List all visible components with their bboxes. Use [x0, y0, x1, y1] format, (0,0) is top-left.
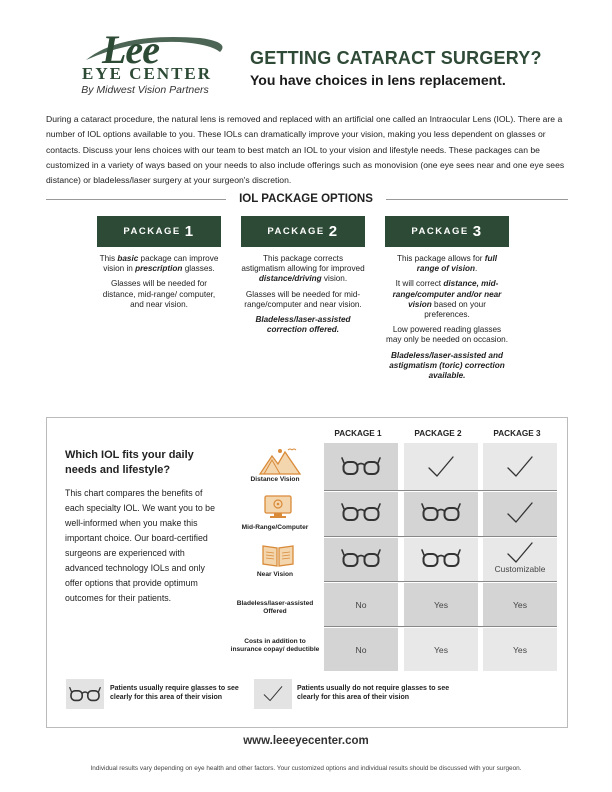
section-title: IOL PACKAGE OPTIONS — [0, 193, 612, 205]
row-label-near: Near Vision — [256, 571, 294, 578]
page-title: GETTING CATARACT SURGERY? — [250, 48, 542, 68]
legend-glasses-swatch — [66, 679, 104, 709]
footer-disclaimer: Individual results vary depending on eye health and other factors. Your customized options and individual results should be discussed with your surgeon. — [90, 765, 522, 772]
glasses-icon — [69, 685, 101, 703]
glasses-icon — [421, 501, 461, 523]
chart-heading: Which IOL fits your daily needs and lifestyle? — [65, 449, 194, 476]
glasses-icon — [341, 501, 381, 523]
check-icon — [505, 541, 535, 565]
book-icon — [261, 542, 295, 568]
legend-check-text: Patients usually do not require glasses to see clearly for this area of their vision — [297, 685, 450, 701]
legend-glasses-text: Patients usually require glasses to see clearly for this area of their vision — [110, 685, 239, 701]
row-label-distance: Distance Vision — [250, 476, 300, 483]
lee-eye-center-logo — [60, 22, 230, 102]
package-1-description: This basic package can improve vision in prescription glasses. Glasses will be needed for distance, mid-range/ computer, and near vision. — [99, 254, 219, 309]
col-header-package-2: PACKAGE 2 — [414, 429, 462, 438]
mountain-icon — [258, 446, 302, 476]
website-link[interactable]: www.leeeyecenter.com — [243, 735, 369, 747]
page-subtitle: You have choices in lens replacement. — [250, 72, 506, 88]
cell-p1-costs: No — [355, 644, 367, 655]
computer-icon — [263, 494, 293, 520]
row-hairline — [324, 536, 557, 537]
check-icon — [262, 685, 284, 703]
cell-p1-laser: No — [355, 599, 367, 610]
check-icon — [426, 455, 456, 479]
row-hairline — [324, 581, 557, 582]
col-header-package-1: PACKAGE 1 — [334, 429, 382, 438]
glasses-icon — [341, 455, 381, 477]
row-hairline — [324, 626, 557, 627]
logo-subtitle: EYE CENTER — [82, 64, 213, 83]
cell-p2-costs: Yes — [433, 644, 449, 655]
row-hairline — [324, 490, 557, 491]
row-label-costs: Costs in addition to insurance copay/ deductible — [230, 638, 320, 653]
cell-p2-laser: Yes — [433, 599, 449, 610]
check-icon — [505, 455, 535, 479]
legend-check-swatch — [254, 679, 292, 709]
row-label-laser: Bladeless/laser-assisted Offered — [236, 600, 314, 615]
package-3-description: This package allows for full range of vision. It will correct distance, mid-range/computer and/or near vision based on your preferences. Low powered reading glasses may only be needed on occasion. Bladeless/laser-assisted and astigmatism (toric) correction available. — [386, 254, 508, 381]
logo-word: Lee — [102, 27, 159, 72]
glasses-icon — [421, 547, 461, 569]
col-header-package-3: PACKAGE 3 — [493, 429, 541, 438]
package-2-header: PACKAGE 2 — [241, 216, 365, 247]
partner-tagline: By Midwest Vision Partners — [81, 84, 209, 96]
package-2-description: This package corrects astigmatism allowing for improved distance/driving vision. Glasses will be needed for mid-range/computer and near vision. Bladeless/laser-assisted correction offered. — [241, 254, 365, 335]
cell-p3-laser: Yes — [512, 599, 528, 610]
row-label-midrange: Mid-Range/Computer — [241, 524, 309, 531]
glasses-icon — [341, 547, 381, 569]
chart-body-text: This chart compares the benefits of each specialty IOL. We want you to be well-informed when you make this important choice. Our board-certified surgeons are experienced with advanced technology IOLs and only offer options that provide optimum outcomes for their patients. — [65, 488, 215, 603]
package-1-header: PACKAGE 1 — [97, 216, 221, 247]
check-icon — [505, 501, 535, 525]
package-3-header: PACKAGE 3 — [385, 216, 509, 247]
intro-paragraph: During a cataract procedure, the natural lens is removed and replaced with an artificial one called an Intraocular Lens (IOL). There are a number of IOL options available to you. These IOLs can dramatically improve your vision, making you less dependent on glasses or contacts. Discuss your lens choices with our team to best match an IOL to your vision and lifestyle needs. These packages can be customized in a variety of ways based on your needs to also include offerings such as monovision (one eye sees near and one eye sees distance) or bladeless/laser surgery at your surgeon's discretion. — [46, 114, 565, 186]
customizable-note: Customizable — [494, 564, 546, 574]
cell-p3-costs: Yes — [512, 644, 528, 655]
